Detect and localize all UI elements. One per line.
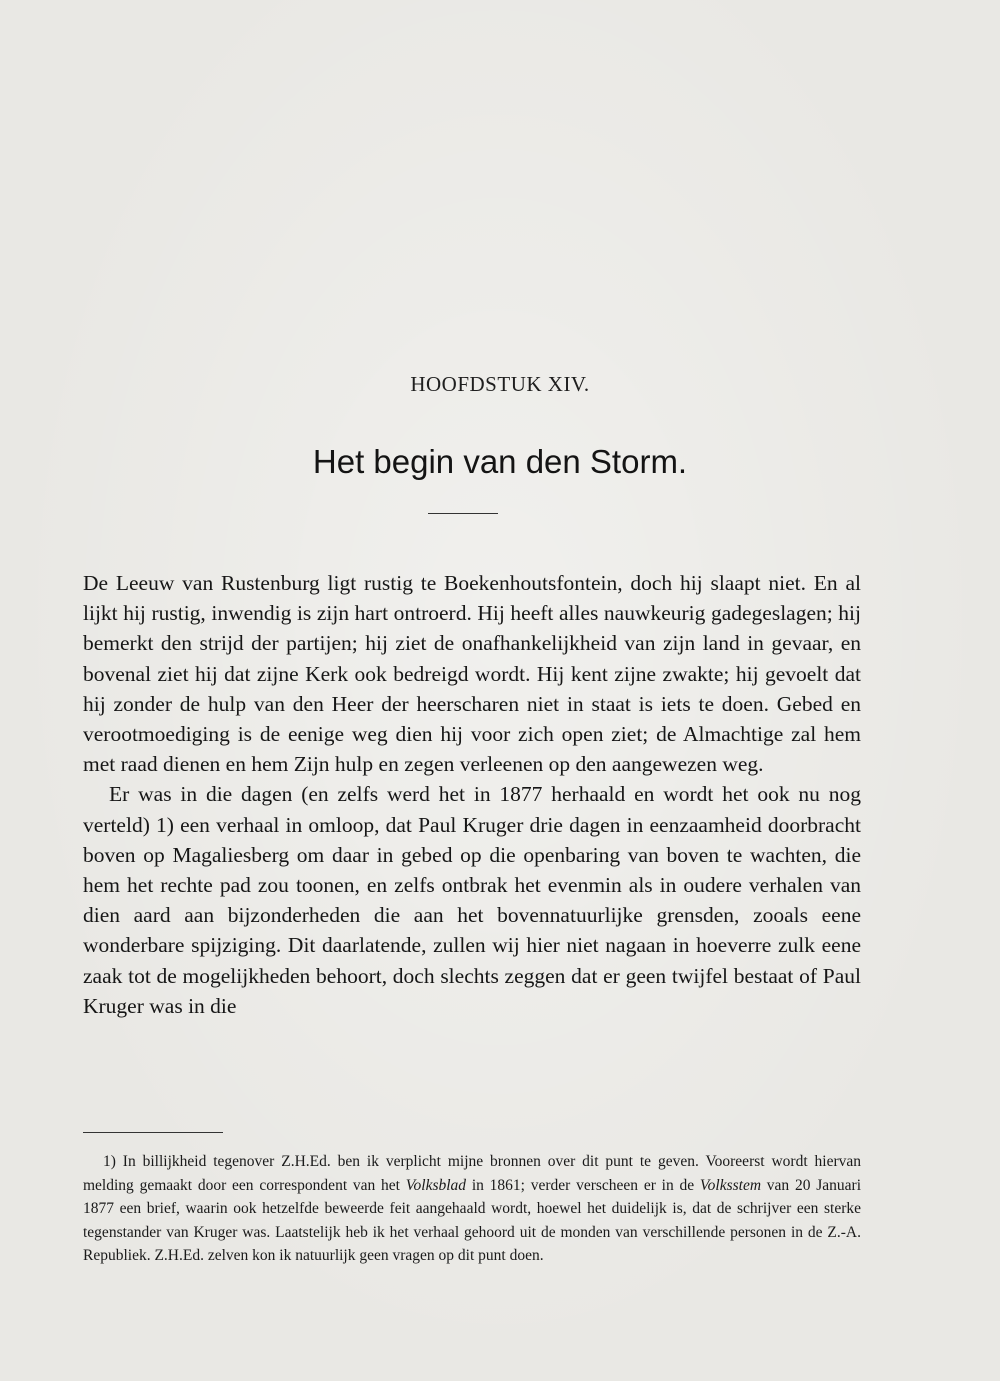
- footnote-source-title: Volksstem: [699, 1176, 762, 1194]
- show-through-page-number: [0, 75, 1000, 98]
- body-text: [83, 568, 861, 1021]
- footnote: [83, 1150, 861, 1268]
- paragraph: Er was in die dagen (en zelfs werd het in 1877 herhaald en wordt het ook nu nog verteld) 1) een verhaal in omloop, dat Paul Kruger drie dagen in eenzaamheid doorbracht boven op Magaliesberg om daar in gebed op die openbaring van boven te wachten, die hem het rechte pad zou toonen, en zelfs ontbrak het evenmin als in oudere verhalen van dien aard aan bijzonderheden die aan het bovennatuurlijke grensden, zooals eene wonderbare spijziging. Dit daarlatende, zullen wij hier niet nagaan in hoeverre zulk eene zaak tot de mogelijkheden behoort, doch slechts zeggen dat er geen twijfel bestaat of Paul Kruger was in die: [83, 782, 861, 1018]
- footnote-divider: [83, 1132, 223, 1133]
- footnote-text: 1) In billijkheid tegenover Z.H.Ed. ben ik verplicht mijne bronnen over dit punt te geven. Vooreerst wordt hiervan melding gemaakt door een correspondent van het: [83, 1153, 861, 1194]
- footnote-text: in 1861; verder verscheen er in de: [466, 1176, 700, 1194]
- chapter-title: Het begin van den Storm.: [312, 443, 688, 480]
- chapter-label: HOOFDSTUK XIV.: [410, 372, 590, 396]
- title-divider: [428, 513, 498, 514]
- footnote-text: van 20 Januari 1877 een brief, waarin ook hetzelfde beweerde feit aangehaald wordt, hoewel het duidelijk is, dat de schrijver een sterke tegenstander van Kruger was. Laatstelijk heb ik het verhaal gehoord uit de monden van verschillende personen in de Z.-A. Republiek. Z.H.Ed. zelven kon ik natuurlijk geen vragen op dit punt doen.: [83, 1176, 861, 1264]
- paragraph: De Leeuw van Rustenburg ligt rustig te Boekenhoutsfontein, doch hij slaapt niet. En al lijkt hij rustig, inwendig is zijn hart ontroerd. Hij heeft alles nauwkeurig gadegeslagen; hij bemerkt den strijd der partijen; hij ziet de onafhankelijkheid van zijn land in gevaar, en bovenal ziet hij dat zijne Kerk ook bedreigd wordt. Hij kent zijne zwakte; hij gevoelt dat hij zonder de hulp van den Heer der heerscharen niet in staat is iets te doen. Gebed en verootmoediging is de eenige weg dien hij voor zich open ziet; de Almachtige zal hem met raad dienen en hem Zijn hulp en zegen verleenen op den aangewezen weg.: [83, 571, 861, 777]
- footnote-source-title: Volksblad: [405, 1176, 467, 1194]
